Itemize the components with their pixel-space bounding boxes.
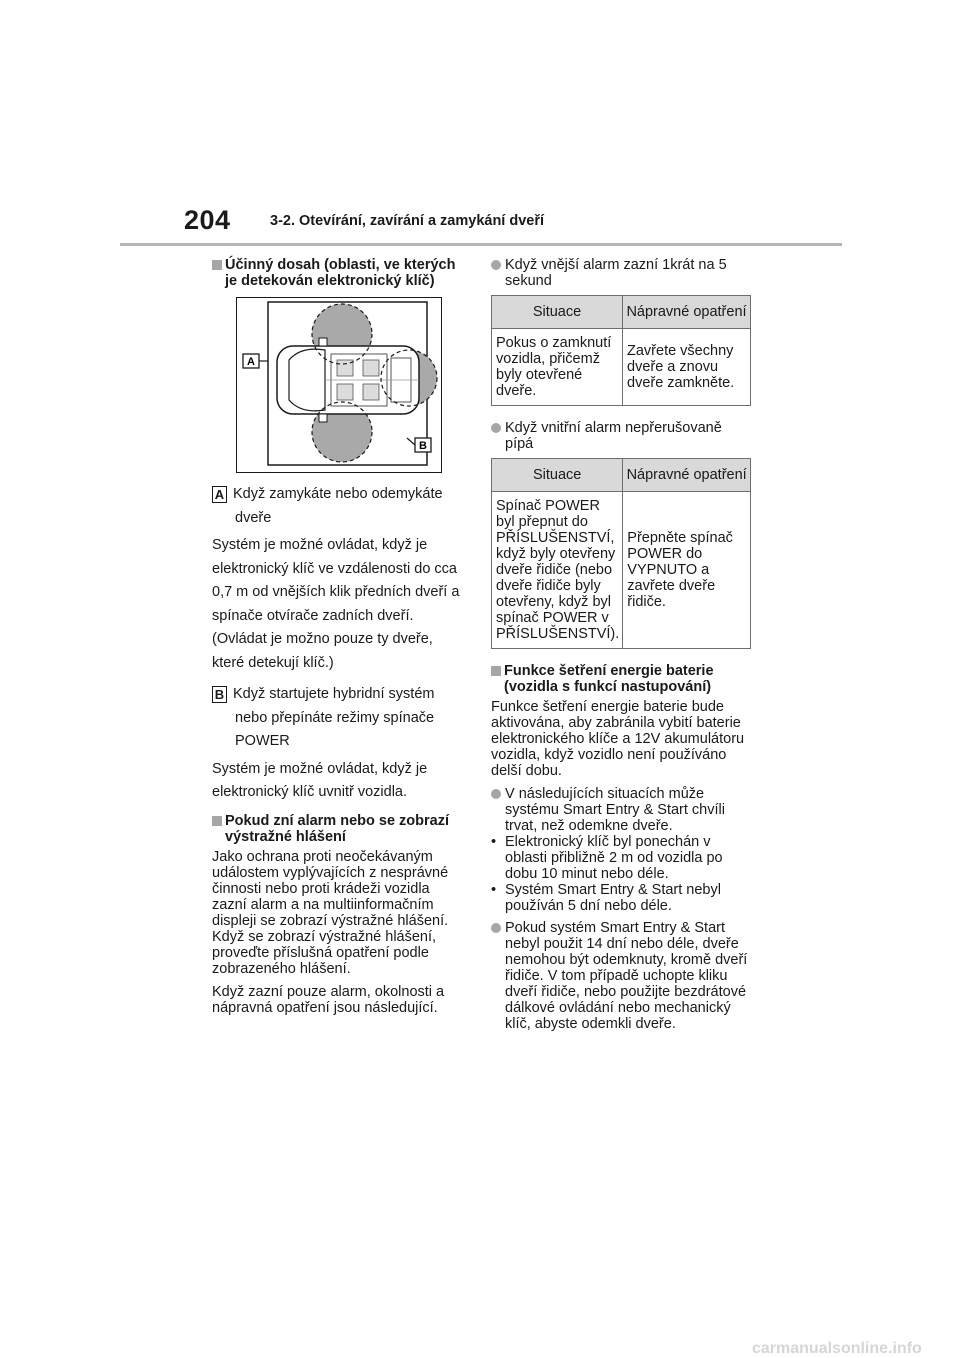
item-b-title-line3: POWER: [235, 733, 290, 749]
table-cell-action: Zavřete všechny dveře a znovu dveře zamkněte.: [623, 329, 751, 406]
bullet-internal-alarm: [491, 420, 751, 452]
bullet-delay: [491, 786, 751, 834]
external-alarm-table: [491, 295, 751, 406]
bullet-text: Když vnější alarm zazní 1krát na 5 sekund: [505, 257, 727, 289]
left-column: [212, 257, 468, 1023]
bullet-text: Pokud systém Smart Entry & Start nebyl použit 14 dní nebo déle, dveře nemohou být odemknuty, kromě dveří řidiče. V tom případě uchopte kliku dveří řidiče, nebo použijte bezdrátové dálkové ovládání nebo mechanický klíč, abyste odemkli dveře.: [505, 920, 748, 1032]
label-b-box: B: [212, 686, 227, 703]
right-column: [491, 257, 751, 1038]
table-header-action: Nápravné opatření: [623, 296, 751, 329]
round-bullet-icon: [491, 789, 501, 799]
key-detection-range-figure: [236, 297, 442, 473]
section-heading-text: Funkce šetření energie baterie (vozidla s funkcí nastupování): [504, 663, 714, 695]
figure-label-a: A: [247, 356, 255, 368]
page-number: 204: [184, 205, 231, 235]
item-a-heading: [212, 483, 468, 530]
item-a-title-line1: Když zamykáte nebo odemykáte: [233, 486, 443, 502]
list-item-text: Elektronický klíč byl ponechán v oblasti přibližně 2 m od vozidla po dobu 10 minut nebo déle.: [505, 834, 723, 882]
table-header-situation: Situace: [492, 296, 623, 329]
car-range-diagram: [237, 298, 441, 472]
square-bullet-icon: [212, 260, 222, 270]
alarm-paragraph-2: Když zazní pouze alarm, okolnosti a nápravná opatření jsou následující.: [212, 983, 445, 1016]
table-header-situation: Situace: [492, 459, 623, 492]
table-cell-action: Přepněte spínač POWER do VYPNUTO a zavřete dveře řidiče.: [623, 492, 751, 649]
section-heading-alarm: [212, 813, 468, 845]
chapter-title: 3-2. Otevírání, zavírání a zamykání dveří: [270, 213, 545, 229]
label-a-box: A: [212, 486, 227, 503]
bullet-external-alarm: [491, 257, 751, 289]
internal-alarm-table: [491, 458, 751, 649]
round-bullet-icon: [491, 923, 501, 933]
item-b-text: Systém je možné ovládat, když je elektronický klíč uvnitř vozidla.: [212, 760, 428, 800]
bullet-14-days: [491, 920, 751, 1032]
list-item: [491, 834, 751, 882]
section-heading-text: Pokud zní alarm nebo se zobrazí výstražné hlášení: [225, 812, 449, 845]
square-bullet-icon: [491, 666, 501, 676]
table-row: [492, 329, 751, 406]
item-b-heading: [212, 683, 468, 754]
square-bullet-icon: [212, 816, 222, 826]
bullet-text: Když vnitřní alarm nepřerušovaně pípá: [505, 420, 722, 452]
round-bullet-icon: [491, 260, 501, 270]
alarm-paragraph-1: Jako ochrana proti neočekávaným událostem vyplývajících z nesprávné činnosti nebo proti krádeži vozidla zazní alarm a na multiinformačním displeji se zobrazí výstražné hlášení. Když se zobrazí výstražné hlášení, proveďte příslušná opatření podle zobrazeného hlášení.: [212, 848, 449, 977]
round-bullet-icon: [491, 423, 501, 433]
dot-marker: •: [491, 834, 497, 850]
list-item: [491, 882, 751, 914]
bullet-text: V následujících situacích může systému Smart Entry & Start chvíli trvat, než odemkne dveře.: [505, 786, 725, 834]
battery-saving-paragraph: Funkce šetření energie baterie bude aktivována, aby zabránila vybití baterie elektronického klíče a 12V akumulátoru vozidla, když vozidlo není používáno delší dobu.: [491, 699, 745, 779]
item-b-title-line1: Když startujete hybridní systém: [233, 686, 435, 702]
section-heading-battery-saving: [491, 663, 751, 695]
dot-marker: •: [491, 882, 497, 898]
item-a-text: Systém je možné ovládat, když je elektronický klíč ve vzdálenosti do cca 0,7 m od vnějších klik předních dveří a spínače otvírače zadních dveří. (Ovládat je možno pouze ty dveře, které detekují klíč.): [212, 537, 460, 671]
table-row: [492, 492, 751, 649]
header-rule: [120, 243, 842, 246]
table-cell-situation: Spínač POWER byl přepnut do PŘÍSLUŠENSTVÍ, když byly otevřeny dveře řidiče (nebo dveře řidiče byly otevřeny, když byl spínač POWER v PŘÍSLUŠENSTVÍ).: [492, 492, 623, 649]
item-a-title-line2: dveře: [235, 509, 272, 526]
table-cell-situation: Pokus o zamknutí vozidla, přičemž byly otevřené dveře.: [492, 329, 623, 406]
list-item-text: Systém Smart Entry & Start nebyl používán 5 dní nebo déle.: [505, 882, 721, 914]
item-b-title-line2: nebo přepínáte režimy spínače: [235, 709, 435, 726]
section-heading-text: Účinný dosah (oblasti, ve kterých je detekován elektronický klíč): [225, 257, 456, 289]
table-header-action: Nápravné opatření: [623, 459, 751, 492]
watermark: carmanualsonline.info: [752, 1340, 922, 1357]
figure-label-b: B: [419, 440, 427, 452]
section-heading-effective-range: [212, 257, 468, 289]
